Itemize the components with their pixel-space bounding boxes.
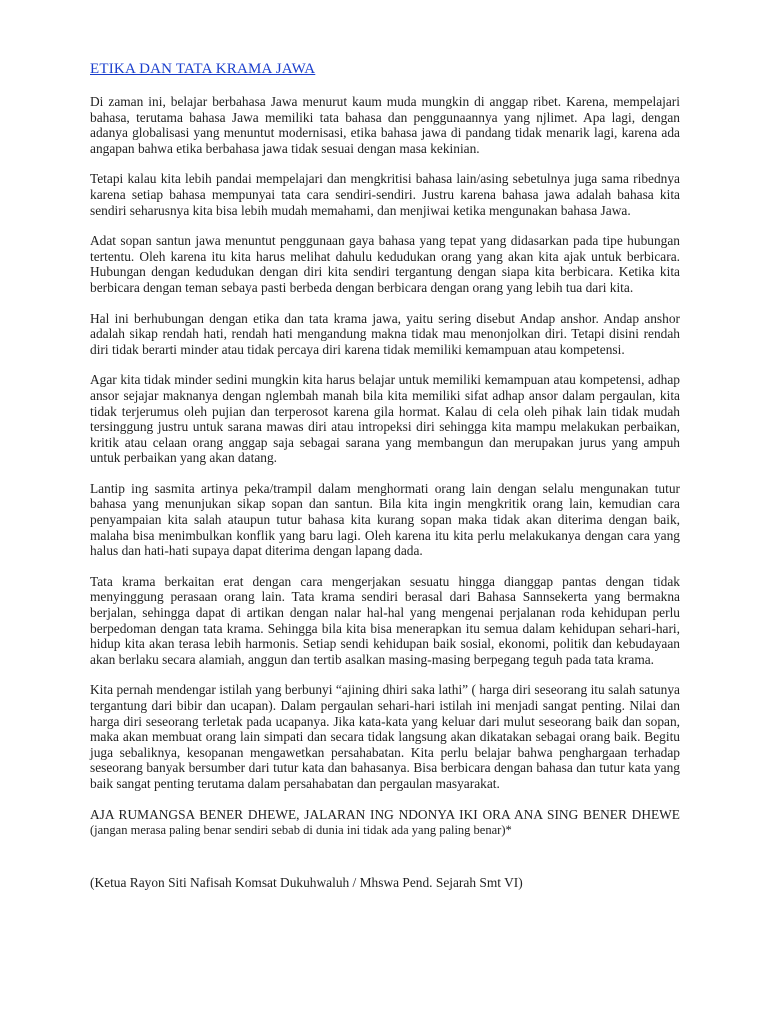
paragraph-6: Lantip ing sasmita artinya peka/trampil dalam menghormati orang lain dengan selalu mengunakan tutur bahasa yang menunjukan sikap sopan dan santun. Bila kita ingin mengkritik orang lain, kemudian cara penyampaian kita salah ataupun tutur bahasa kita kurang sopan maka tidak akan diterima dengan baik, malaha bisa menimbulkan konflik yang baru lagi. Oleh karena itu kita perlu melakukanya dengan cara yang halus dan hati-hati supaya dapat diterima dengan lapang dada.	[90, 480, 680, 559]
paragraph-4: Hal ini berhubungan dengan etika dan tata krama jawa, yaitu sering disebut Andap anshor. Andap anshor adalah sikap rendah hati, rendah hati mengandung makna tidak mau menonjolkan diri. Tetapi disini rendah diri tidak berarti minder atau tidak percaya diri karena tidak memiliki kemampuan atau kompetensi.	[90, 310, 680, 357]
closing-proverb-translation: (jangan merasa paling benar sendiri sebab di dunia ini tidak ada yang paling benar)*	[90, 823, 512, 838]
author-signature: (Ketua Rayon Siti Nafisah Komsat Dukuhwaluh / Mhswa Pend. Sejarah Smt VI)	[90, 874, 523, 890]
paragraph-5: Agar kita tidak minder sedini mungkin kita harus belajar untuk memiliki kemampuan atau kompetensi, adhap ansor sejajar maknanya dengan nglembah manah bila kita memiliki sifat adhap ansor dalam pergaulan, kita tidak terjerumus oleh pujian dan terperosot karena gila hormat. Kalau di cela oleh pihak lain tidak mudah tersinggung justru untuk sarana mawas diri atau intropeksi diri sehingga kita mampu melakukan perbaikan, kritik atau celaan orang anggap saja sebagai sarana yang membangun dan merupakan jurus yang ampuh untuk perbaikan yang akan datang.	[90, 372, 680, 466]
closing-proverb	[90, 807, 680, 839]
paragraph-2: Tetapi kalau kita lebih pandai mempelajari dan mengkritisi bahasa lain/asing sebetulnya juga sama ribednya karena setiap bahasa mempunyai tata cara sendiri-sendiri. Justru karena bahasa jawa adalah bahasa kita sendiri seharusnya kita bisa lebih mudah memahami, dan menjiwai ketika mengunakan bahasa Jawa.	[90, 171, 680, 218]
document-title: ETIKA DAN TATA KRAMA JAWA	[90, 61, 316, 77]
paragraph-7: Tata krama berkaitan erat dengan cara mengerjakan sesuatu hingga dianggap pantas dengan tidak menyinggung perasaan orang lain. Tata krama sendiri berasal dari Bahasa Sannsekerta yang bermakna berjalan, sehingga dapat di artikan dengan nalar hal-hal yang mengenai perjalanan roda kehidupan perlu berpedoman dengan tata krama. Sehingga bila kita bisa menerapkan itu semua dalam kehidupan sehari-hari, hidup kita akan terasa lebih harmonis. Setiap sendi kehidupan baik sosial, ekonomi, politik dan kebudayaan akan berlaku secara alamiah, anggun dan tertib asalkan masing-masing berpegang teguh pada tata krama.	[90, 573, 680, 667]
closing-proverb-caps: AJA RUMANGSA BENER DHEWE, JALARAN ING NDONYA IKI ORA ANA SING BENER DHEWE	[90, 806, 680, 822]
paragraph-1: Di zaman ini, belajar berbahasa Jawa menurut kaum muda mungkin di anggap ribet. Karena, mempelajari bahasa, terutama bahasa Jawa memiliki tata bahasa dan penggunaannya yang njlimet. Apa lagi, dengan adanya globalisasi yang menuntut modernisasi, etika bahasa jawa di pandang tidak menarik lagi, karena ada angapan bahwa etika berbahasa jawa tidak sesuai dengan masa kekinian.	[90, 94, 680, 156]
paragraph-3: Adat sopan santun jawa menuntut penggunaan gaya bahasa yang tepat yang didasarkan pada tipe hubungan tertentu. Oleh karena itu kita harus melihat dahulu kedudukan orang yang akan kita ajak untuk berbicara. Hubungan dengan kedudukan dengan diri kita sendiri tergantung dengan siapa kita berbicara. Ketika kita berbicara dengan teman sebaya pasti berbeda dengan berbicara dengan orang yang lebih tua dari kita.	[90, 233, 680, 295]
paragraph-8: Kita pernah mendengar istilah yang berbunyi “ajining dhiri saka lathi” ( harga diri seseorang itu salah satunya tergantung dari bibir dan ucapan). Dalam pergaulan sehari-hari istilah ini menjadi sangat penting. Nilai dan harga diri seseorang terletak pada ucapanya. Jika kata-kata yang keluar dari mulut seseorang baik dan sopan, maka akan membuat orang lain simpati dan secara tidak langsung akan dikatakan sebagai orang baik. Begitu juga sebaliknya, kesopanan mengawetkan persahabatan. Kita perlu belajar bahwa penghargaan terhadap seseorang banyak bersumber dari tutur kata dan bahasanya. Bisa berbicara dengan bahasa dan tutur kata yang baik sangat penting terutama dalam persahabatan dan pergaulan masyarakat.	[90, 682, 680, 791]
